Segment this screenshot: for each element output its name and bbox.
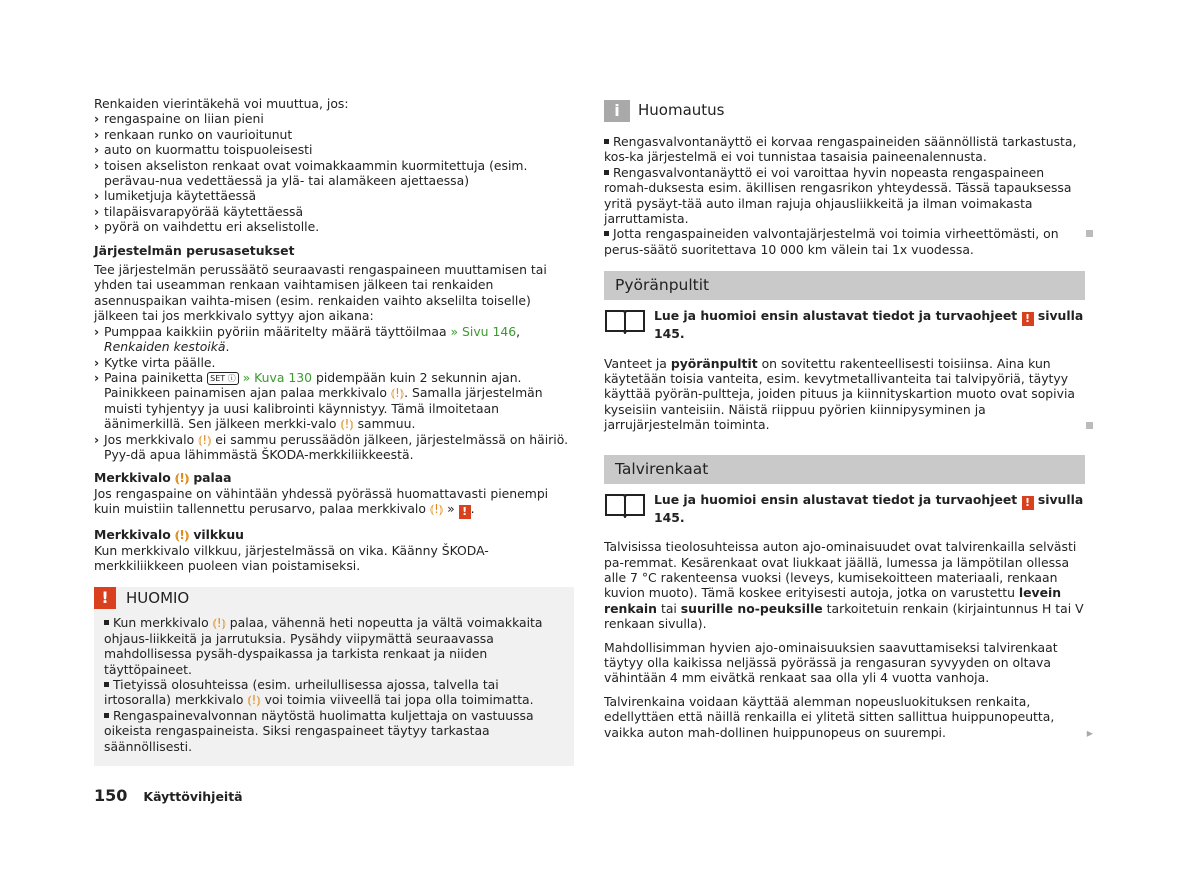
list-item: › rengaspaine on liian pieni [94, 111, 264, 127]
lamp-on-heading: Merkkivalo ⦅!⦆ palaa [94, 470, 232, 486]
lamp-on-para: Jos rengaspaine on vähintään yhdessä pyörässä huomattavasti pienempi kuin muistiin tallennettu perusarvo, palaa merkkivalo ⦅!⦆ » ! . [94, 485, 549, 519]
winter-para-3: Talvirenkaina voidaan käyttää alemman nopeusluokituksen renkaita, edellyttäen että näillä renkailla ei ylitetä sitten sallittua huippunopeutta, vaikka auton mah-dollinen huippunopeus on suurempi. ▸ [604, 693, 1093, 740]
list-item: › toisen akseliston renkaat ovat voimakkaammin kuormitettuja (esim. perävau-nua vedettäessä ja ylä- tai alamäkeen ajettaessa) [94, 157, 528, 189]
huomautus-header [604, 100, 1085, 122]
list-item: › tilapäisvarapyörää käytettäessä [94, 203, 304, 219]
section-title: Käyttövihjeitä [143, 789, 243, 804]
steps-list [94, 324, 574, 463]
huomautus-item: Jotta rengaspaineiden valvontajärjestelmä voi toimia virheettömästi, on perus-säätö suoritettava 10 000 km välein tai 1x vuodessa. [604, 226, 1085, 257]
winter-para-2: Mahdollisimman hyvien ajo-ominaisuuksien saavuttamiseksi talvirenkaat täytyy olla kaikissa neljässä pyörässä ja rengasuran syvyyden on oltava vähintään 4 mm eivätkä renkaat saa olla yli 4 vuotta vanhoja. [604, 639, 1058, 686]
set-key-icon: SET ⓘ [207, 372, 239, 385]
list-item: › lumiketjuja käytettäessä [94, 188, 257, 204]
end-mark [1086, 230, 1093, 237]
huomio-item: Tietyissä olosuhteissa (esim. urheilullisessa ajossa, talvella tai irtosoralla) merkkivalo ⦅!⦆ voi toimia viiveellä tai jopa olla toimimatta. [104, 677, 534, 708]
page-link[interactable]: » Sivu 146 [450, 323, 517, 339]
huomio-item: Kun merkkivalo ⦅!⦆ palaa, vähennä heti nopeutta ja vältä voimakkaita ohjaus-liikkeitä ja jarrutuksia. Pysähdy viipymättä seuraavassa mahdollisessa pysäh-dyspaikassa ja tarkista renkaat ja niiden täyttöpaineet. [104, 615, 543, 677]
arrow-icon: › [94, 203, 100, 219]
warning-icon: ! [459, 505, 471, 519]
book-icon [604, 308, 646, 334]
huomautus-title: Huomautus [638, 101, 725, 120]
huomio-box [94, 587, 574, 766]
book-icon [604, 492, 646, 518]
huomio-header [94, 587, 574, 609]
tyre-warning-lamp-icon: ⦅!⦆ [340, 416, 354, 432]
page-number: 150 [94, 786, 128, 805]
tyre-warning-lamp-icon: ⦅!⦆ [390, 385, 405, 401]
bolts-para: Vanteet ja pyöränpultit on sovitettu rakenteellisesti toisiinsa. Aina kun käytetään toisia vanteita, esim. kevytmetallivanteita tai talvipyöriä, täytyy käyttää pyörän-pultteja, joiden pituus ja kiinnityskartion muoto ovat sopivia kyseisiin vanteisiin. Näistä riippuu pyörien kiinnipysyminen ja jarrujärjestelmän toiminta. [604, 356, 1085, 433]
page-footer [94, 786, 243, 805]
info-icon: i [604, 100, 630, 122]
list-item: › Jos merkkivalo ⦅!⦆ ei sammu perussäädön jälkeen, järjestelmässä on häiriö. Pyy-dä apua lähimmästä ŠKODA-merkkiliikkeestä. [94, 431, 569, 462]
tyre-warning-lamp-icon: ⦅!⦆ [247, 692, 261, 708]
tyre-warning-lamp-icon: ⦅!⦆ [198, 431, 212, 447]
end-mark [1086, 422, 1093, 429]
huomautus-item: Rengasvalvontanäyttö ei voi varoittaa hyvin nopeasta rengaspaineen romah-duksesta esim. äkillisen rengasrikon yhteydessä. Tässä tapauksessa yritä pysäyt-tää auto ilman rajuja ohjausliikkeitä ja ilman voimakasta jarruttamista. [604, 164, 1072, 227]
right-column [604, 96, 1093, 740]
arrow-icon: › [94, 431, 100, 447]
section-heading-bolts: Pyöränpultit [604, 271, 1085, 300]
arrow-icon: › [94, 219, 100, 235]
section-heading-winter: Talvirenkaat [604, 455, 1085, 484]
lamp-blink-para: Kun merkkivalo vilkkuu, järjestelmässä on vika. Käänny ŠKODA-merkkiliikkeen puoleen vian poistamiseksi. [94, 542, 489, 573]
intro-text: Renkaiden vierintäkehä voi muuttua, jos: [94, 96, 349, 111]
warning-icon: ! [94, 587, 116, 609]
basic-settings-heading: Järjestelmän perusasetukset [94, 242, 295, 258]
arrow-icon: › [94, 188, 100, 204]
arrow-icon: › [94, 126, 100, 142]
reference-text: Lue ja huomioi ensin alustavat tiedot ja turvaohjeet ! sivulla 145. [654, 491, 1084, 525]
reference-row [604, 308, 1085, 341]
huomio-title: HUOMIO [126, 589, 190, 608]
left-column [94, 96, 574, 766]
huomautus-item: Rengasvalvontanäyttö ei korvaa rengaspaineiden säännöllistä tarkastusta, kos-ka järjestelmä ei voi tunnistaa tasaisia paineenalennusta. [604, 134, 1077, 165]
list-item: › renkaan runko on vaurioitunut [94, 126, 293, 142]
tyre-warning-lamp-icon: ⦅!⦆ [175, 470, 189, 486]
tyre-warning-lamp-icon: ⦅!⦆ [212, 615, 226, 631]
arrow-icon: › [94, 157, 100, 173]
winter-para-1: Talvisissa tieolosuhteissa auton ajo-ominaisuudet ovat talvirenkailla selvästi pa-remmat. Kesärenkaat ovat liukkaat jäällä, lumessa ja lämpötilan ollessa alle 7 °C rakenteensa vuoksi (leveys, kumisekoitteen materiaali, renkaan kuvion muoto). Tämä koskee erityisesti autoja, jotka on varustettu levein renkain tai suurille no-peuksille tarkoitetuin renkain (kirjaintunnus H tai V renkaan sivulla). [604, 539, 1084, 632]
lamp-blink-heading: Merkkivalo ⦅!⦆ vilkkuu [94, 527, 245, 543]
list-item: › auto on kuormattu toispuoleisesti [94, 142, 313, 158]
list-item: › Pumppaa kaikkiin pyöriin määritelty määrä täyttöilmaa » Sivu 146, Renkaiden kestoikä. [94, 323, 521, 355]
basic-settings-para: Tee järjestelmän perussäätö seuraavasti rengaspaineen muuttamisen tai yhden tai useamman renkaan vaihtamisen jälkeen tai renkaiden asennuspaikan vaihta-misen (esim. renkaiden vaihto akselilta toiselle) jälkeen tai jos merkkivalo syttyy ajon aikana: [94, 262, 547, 324]
causes-list [94, 111, 574, 234]
reference-text: Lue ja huomioi ensin alustavat tiedot ja turvaohjeet ! sivulla 145. [654, 308, 1084, 342]
warning-icon: ! [1022, 496, 1034, 510]
arrow-icon: › [94, 354, 100, 370]
list-item: › Paina painiketta SET ⓘ » Kuva 130 pidempään kuin 2 sekunnin ajan. Painikkeen painamisen ajan palaa merkkivalo ⦅!⦆. Samalla järjestelmän muisti tyhjentyy ja uusi kalibrointi käynnistyy. Tämä ilmoitetaan äänimerkillä. Sen jälkeen merkki-valo ⦅!⦆ sammuu. [94, 369, 543, 432]
arrow-icon: › [94, 323, 100, 339]
list-item: › pyörä on vaihdettu eri akselistolle. [94, 219, 320, 235]
warning-icon: ! [1022, 312, 1034, 326]
reference-row [604, 492, 1085, 525]
arrow-icon: › [94, 369, 100, 385]
arrow-icon: › [94, 111, 100, 127]
huomio-item: Rengaspainevalvonnan näytöstä huolimatta kuljettaja on vastuussa oikeista rengaspaineista. Siksi rengaspaineet täytyy tarkastaa säännöllisesti. [104, 707, 534, 754]
tyre-warning-lamp-icon: ⦅!⦆ [175, 527, 189, 543]
list-item: › Kytke virta päälle. [94, 354, 216, 370]
tyre-warning-lamp-icon: ⦅!⦆ [429, 501, 444, 517]
arrow-icon: › [94, 142, 100, 158]
continue-icon: ▸ [1086, 724, 1093, 740]
figure-link[interactable]: » Kuva 130 [238, 369, 313, 385]
